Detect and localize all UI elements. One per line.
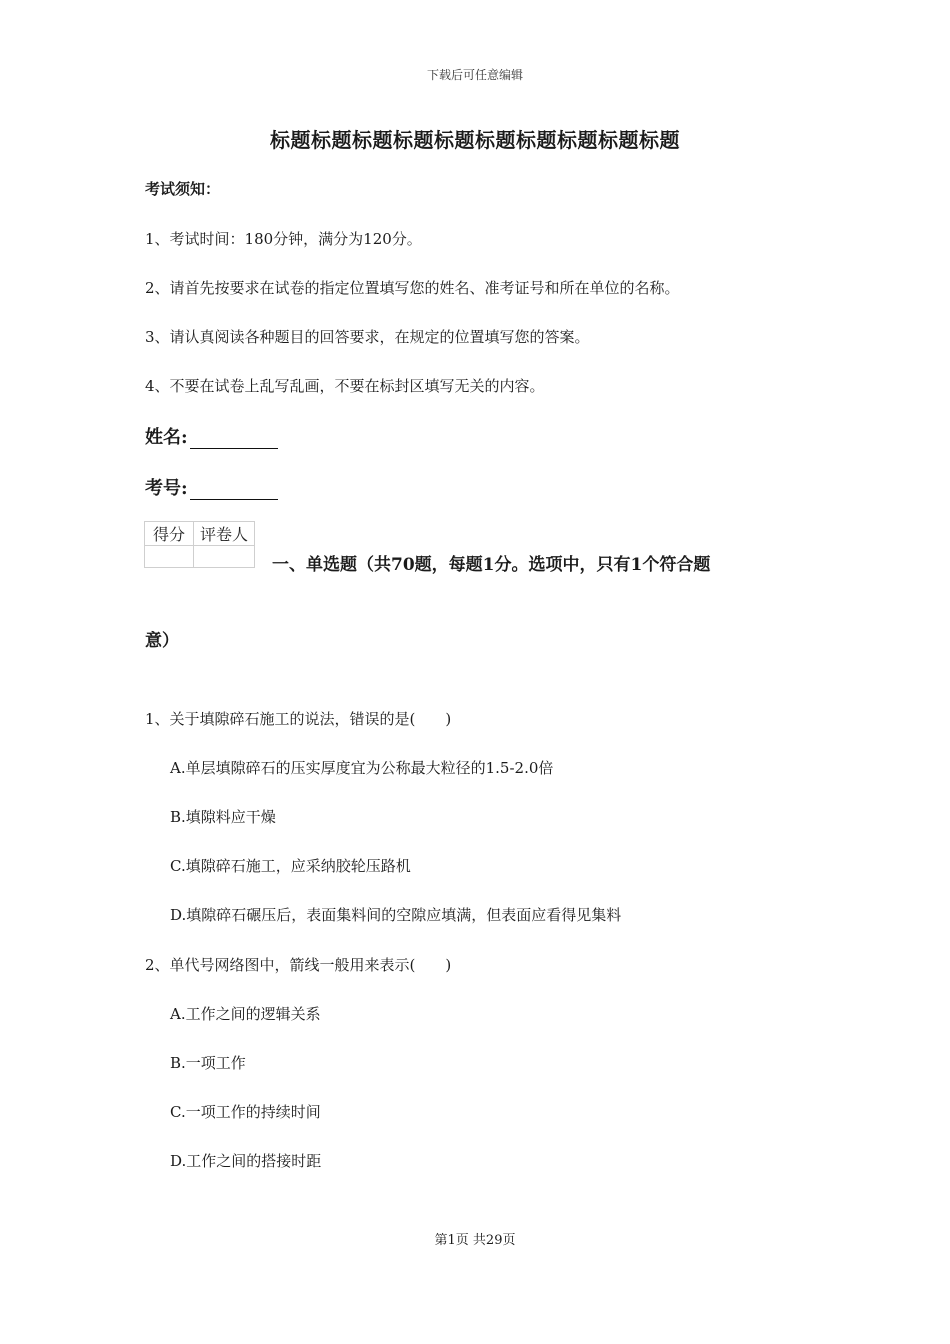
notice-rule: 1、考试时间：180分钟，满分为120分。 (145, 230, 422, 248)
score-header: 得分 (145, 522, 194, 546)
score-table (144, 521, 255, 568)
notice-rule: 4、不要在试卷上乱写乱画，不要在标封区填写无关的内容。 (145, 377, 545, 395)
question-option: B.填隙料应干燥 (170, 808, 276, 826)
page-title: 标题标题标题标题标题标题标题标题标题标题 (270, 128, 680, 152)
grader-header: 评卷人 (194, 522, 255, 546)
notice-rule: 3、请认真阅读各种题目的回答要求，在规定的位置填写您的答案。 (145, 328, 590, 346)
header-note: 下载后可任意编辑 (426, 68, 523, 82)
score-cell[interactable] (145, 546, 194, 568)
notice-rule: 2、请首先按要求在试卷的指定位置填写您的姓名、准考证号和所在单位的名称。 (145, 279, 680, 297)
question-stem: 2、单代号网络图中，箭线一般用来表示( ) (145, 956, 452, 974)
question-option: A.单层填隙碎石的压实厚度宜为公称最大粒径的1.5-2.0倍 (170, 759, 554, 777)
question-option: D.填隙碎石碾压后，表面集料间的空隙应填满，但表面应看得见集料 (170, 906, 622, 924)
id-blank-line[interactable] (190, 481, 278, 500)
name-blank-line[interactable] (190, 430, 278, 449)
question-option: A.工作之间的逻辑关系 (170, 1005, 321, 1023)
page-footer: 第1页 共29页 (434, 1233, 516, 1248)
question-stem: 1、关于填隙碎石施工的说法，错误的是( ) (145, 710, 452, 728)
notice-heading: 考试须知： (145, 180, 221, 198)
name-field (145, 423, 278, 449)
question-option: C.一项工作的持续时间 (170, 1103, 321, 1121)
section-heading-continued: 意） (145, 631, 179, 651)
grader-cell[interactable] (194, 546, 255, 568)
question-option: B.一项工作 (170, 1054, 246, 1072)
section-heading: 一、单选题（共70题，每题1分。选项中，只有1个符合题 (272, 555, 711, 575)
name-label: 姓名: (145, 427, 188, 448)
id-label: 考号: (145, 478, 188, 499)
question-option: D.工作之间的搭接时距 (170, 1152, 322, 1170)
id-field (145, 474, 278, 500)
question-option: C.填隙碎石施工，应采纳胶轮压路机 (170, 857, 411, 875)
